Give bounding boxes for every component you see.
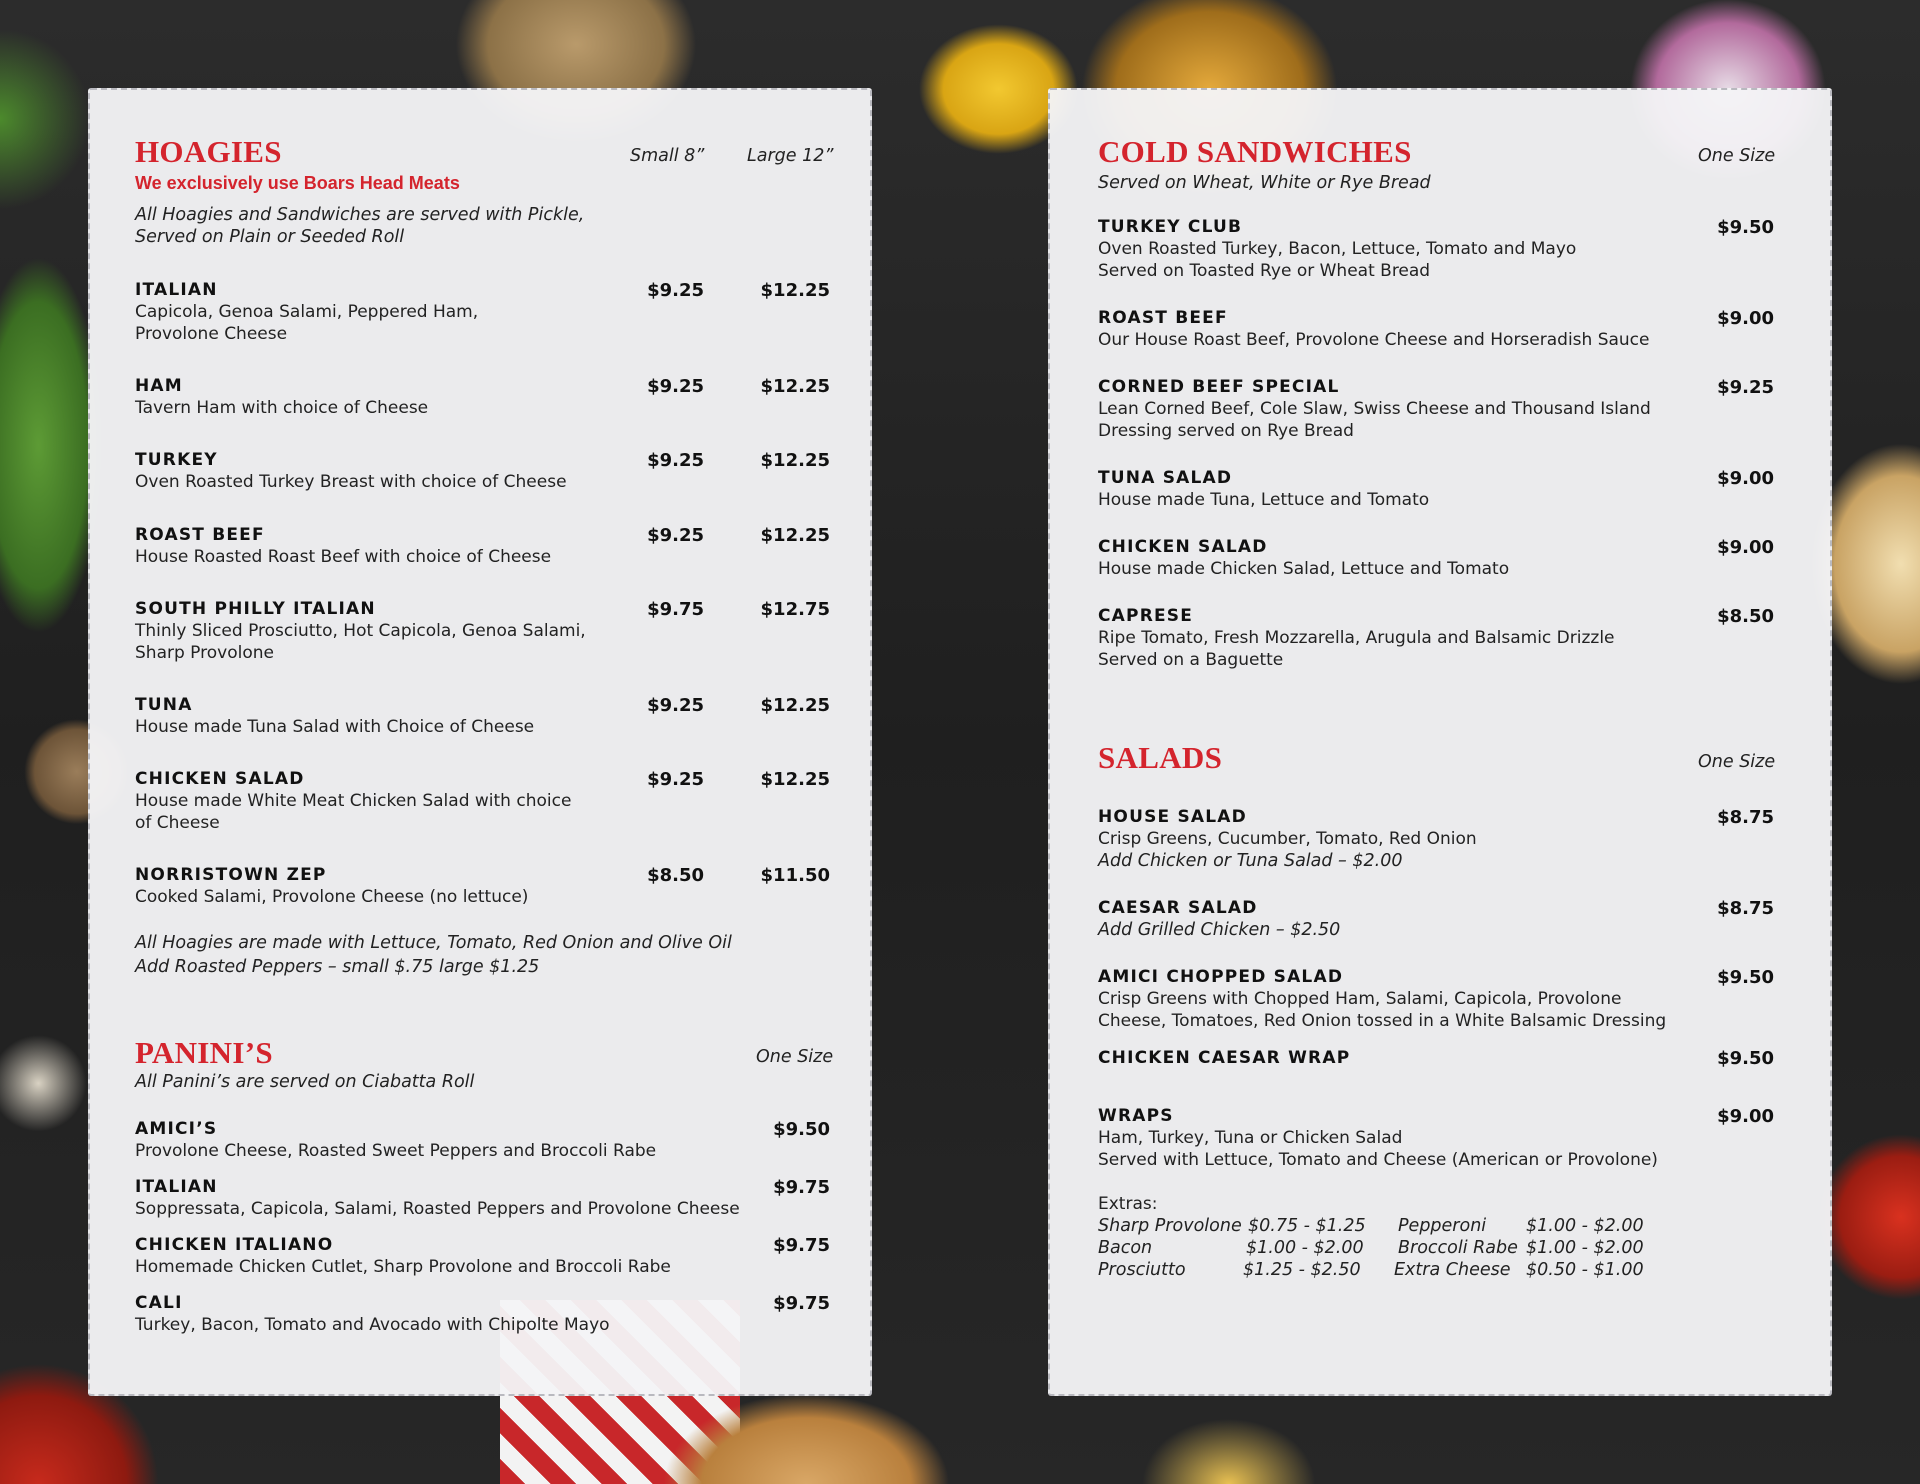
extra-price: $1.00 - $2.00 xyxy=(1246,1238,1364,1258)
item-name: ROAST BEEF xyxy=(135,525,265,545)
price: $9.50 xyxy=(773,1119,830,1140)
price-small: $9.25 xyxy=(647,450,704,471)
price-small: $9.25 xyxy=(647,280,704,301)
item-name: ROAST BEEF xyxy=(1098,308,1228,328)
price: $9.50 xyxy=(1717,217,1774,238)
item-desc: Served on a Baguette xyxy=(1098,650,1284,670)
price: $9.00 xyxy=(1717,1106,1774,1127)
extra-name: Extra Cheese xyxy=(1394,1260,1511,1280)
item-desc: of Cheese xyxy=(135,813,220,833)
cold-sandwiches-title: COLD SANDWICHES xyxy=(1098,134,1412,169)
item-desc: Sharp Provolone xyxy=(135,643,274,663)
item-name: WRAPS xyxy=(1098,1106,1174,1126)
item-name: HAM xyxy=(135,376,183,396)
item-name: SOUTH PHILLY ITALIAN xyxy=(135,599,376,619)
item-desc: Served on Toasted Rye or Wheat Bread xyxy=(1098,261,1431,281)
paninis-title: PANINI’S xyxy=(135,1035,273,1070)
price: $8.50 xyxy=(1717,606,1774,627)
item-desc: Crisp Greens, Cucumber, Tomato, Red Onion xyxy=(1098,829,1477,849)
item-name: CHICKEN ITALIANO xyxy=(135,1235,334,1255)
price: $9.50 xyxy=(1717,967,1774,988)
item-desc: House Roasted Roast Beef with choice of Cheese xyxy=(135,547,552,567)
paninis-note: All Panini’s are served on Ciabatta Roll xyxy=(135,1072,475,1092)
item-desc: Tavern Ham with choice of Cheese xyxy=(135,398,429,418)
item-name: HOUSE SALAD xyxy=(1098,807,1247,827)
price-large: $12.25 xyxy=(760,769,830,790)
extra-price: $0.50 - $1.00 xyxy=(1526,1260,1644,1280)
price-small: $9.25 xyxy=(647,695,704,716)
extra-name: Bacon xyxy=(1098,1238,1153,1258)
price-large: $12.25 xyxy=(760,525,830,546)
extras-label: Extras: xyxy=(1098,1194,1158,1214)
menu-panel-right xyxy=(1048,88,1832,1396)
item-desc: Thinly Sliced Prosciutto, Hot Capicola, Genoa Salami, xyxy=(135,621,586,641)
cold-sandwiches-note: Served on Wheat, White or Rye Bread xyxy=(1098,173,1431,193)
item-name: CAPRESE xyxy=(1098,606,1194,626)
hoagies-note-1: All Hoagies and Sandwiches are served with Pickle, xyxy=(135,205,585,225)
item-desc: Provolone Cheese, Roasted Sweet Peppers and Broccoli Rabe xyxy=(135,1141,657,1161)
price: $8.75 xyxy=(1717,898,1774,919)
cold-sandwiches-size: One Size xyxy=(1698,146,1776,166)
salads-title: SALADS xyxy=(1098,740,1223,775)
hoagies-size-large: Large 12” xyxy=(747,146,834,166)
price-large: $12.25 xyxy=(760,695,830,716)
extra-price: $1.00 - $2.00 xyxy=(1526,1216,1644,1236)
hoagies-footer-1: All Hoagies are made with Lettuce, Tomato, Red Onion and Olive Oil xyxy=(135,933,732,953)
price: $9.75 xyxy=(773,1293,830,1314)
item-desc: Oven Roasted Turkey, Bacon, Lettuce, Tomato and Mayo xyxy=(1098,239,1577,259)
item-name: CORNED BEEF SPECIAL xyxy=(1098,377,1340,397)
item-desc: Cheese, Tomatoes, Red Onion tossed in a White Balsamic Dressing xyxy=(1098,1011,1667,1031)
item-name: CALI xyxy=(135,1293,183,1313)
item-name: NORRISTOWN ZEP xyxy=(135,865,327,885)
extra-name: Broccoli Rabe xyxy=(1398,1238,1518,1258)
item-desc: Lean Corned Beef, Cole Slaw, Swiss Cheese and Thousand Island xyxy=(1098,399,1651,419)
item-name: TUNA xyxy=(135,695,193,715)
item-desc: Served with Lettuce, Tomato and Cheese (American or Provolone) xyxy=(1098,1150,1658,1170)
price-small: $9.75 xyxy=(647,599,704,620)
price: $9.00 xyxy=(1717,308,1774,329)
item-name: CHICKEN CAESAR WRAP xyxy=(1098,1048,1351,1068)
extra-price: $1.00 - $2.00 xyxy=(1526,1238,1644,1258)
item-desc: House made Tuna, Lettuce and Tomato xyxy=(1098,490,1430,510)
item-name: TURKEY xyxy=(135,450,218,470)
item-desc: Capicola, Genoa Salami, Peppered Ham, xyxy=(135,302,479,322)
extra-name: Prosciutto xyxy=(1098,1260,1186,1280)
price: $9.50 xyxy=(1717,1048,1774,1069)
price-large: $12.25 xyxy=(760,376,830,397)
item-desc: House made White Meat Chicken Salad with choice xyxy=(135,791,572,811)
extra-name: Pepperoni xyxy=(1398,1216,1487,1236)
item-desc: House made Tuna Salad with Choice of Cheese xyxy=(135,717,535,737)
item-name: TURKEY CLUB xyxy=(1098,217,1243,237)
item-desc: Turkey, Bacon, Tomato and Avocado with Chipolte Mayo xyxy=(135,1315,610,1335)
item-name: CHICKEN SALAD xyxy=(135,769,305,789)
item-name: ITALIAN xyxy=(135,1177,218,1197)
price-small: $9.25 xyxy=(647,769,704,790)
item-desc: Ham, Turkey, Tuna or Chicken Salad xyxy=(1098,1128,1403,1148)
item-desc: Provolone Cheese xyxy=(135,324,288,344)
price-large: $12.75 xyxy=(760,599,830,620)
hoagies-size-small: Small 8” xyxy=(630,146,705,166)
price-small: $9.25 xyxy=(647,525,704,546)
item-addon: Add Grilled Chicken – $2.50 xyxy=(1098,920,1341,940)
item-desc: Oven Roasted Turkey Breast with choice of Cheese xyxy=(135,472,567,492)
hoagies-note-2: Served on Plain or Seeded Roll xyxy=(135,227,405,247)
item-name: AMICI’S xyxy=(135,1119,218,1139)
item-desc: Soppressata, Capicola, Salami, Roasted Peppers and Provolone Cheese xyxy=(135,1199,740,1219)
item-name: ITALIAN xyxy=(135,280,218,300)
item-desc: Cooked Salami, Provolone Cheese (no lettuce) xyxy=(135,887,529,907)
item-addon: Add Chicken or Tuna Salad – $2.00 xyxy=(1098,851,1403,871)
hoagies-footer-2: Add Roasted Peppers – small $.75 large $1.25 xyxy=(135,957,540,977)
item-name: CAESAR SALAD xyxy=(1098,898,1258,918)
item-name: TUNA SALAD xyxy=(1098,468,1233,488)
salads-size: One Size xyxy=(1698,752,1776,772)
item-desc: Dressing served on Rye Bread xyxy=(1098,421,1354,441)
item-desc: Crisp Greens with Chopped Ham, Salami, Capicola, Provolone xyxy=(1098,989,1622,1009)
price: $9.25 xyxy=(1717,377,1774,398)
price: $9.00 xyxy=(1717,468,1774,489)
hoagies-subtitle: We exclusively use Boars Head Meats xyxy=(135,173,460,193)
item-name: AMICI CHOPPED SALAD xyxy=(1098,967,1344,987)
extra-price: $1.25 - $2.50 xyxy=(1243,1260,1361,1280)
extra-name: Sharp Provolone xyxy=(1098,1216,1242,1236)
item-desc: Ripe Tomato, Fresh Mozzarella, Arugula and Balsamic Drizzle xyxy=(1098,628,1615,648)
price: $9.75 xyxy=(773,1177,830,1198)
item-name: CHICKEN SALAD xyxy=(1098,537,1268,557)
paninis-size: One Size xyxy=(756,1047,834,1067)
hoagies-title: HOAGIES xyxy=(135,134,282,169)
price-large: $12.25 xyxy=(760,280,830,301)
price: $9.75 xyxy=(773,1235,830,1256)
menu-panel-left xyxy=(88,88,872,1396)
item-desc: Our House Roast Beef, Provolone Cheese and Horseradish Sauce xyxy=(1098,330,1650,350)
price: $8.75 xyxy=(1717,807,1774,828)
item-desc: Homemade Chicken Cutlet, Sharp Provolone and Broccoli Rabe xyxy=(135,1257,671,1277)
price-large: $11.50 xyxy=(760,865,830,886)
price: $9.00 xyxy=(1717,537,1774,558)
price-small: $8.50 xyxy=(647,865,704,886)
item-desc: House made Chicken Salad, Lettuce and Tomato xyxy=(1098,559,1510,579)
price-small: $9.25 xyxy=(647,376,704,397)
price-large: $12.25 xyxy=(760,450,830,471)
extra-price: $0.75 - $1.25 xyxy=(1248,1216,1366,1236)
